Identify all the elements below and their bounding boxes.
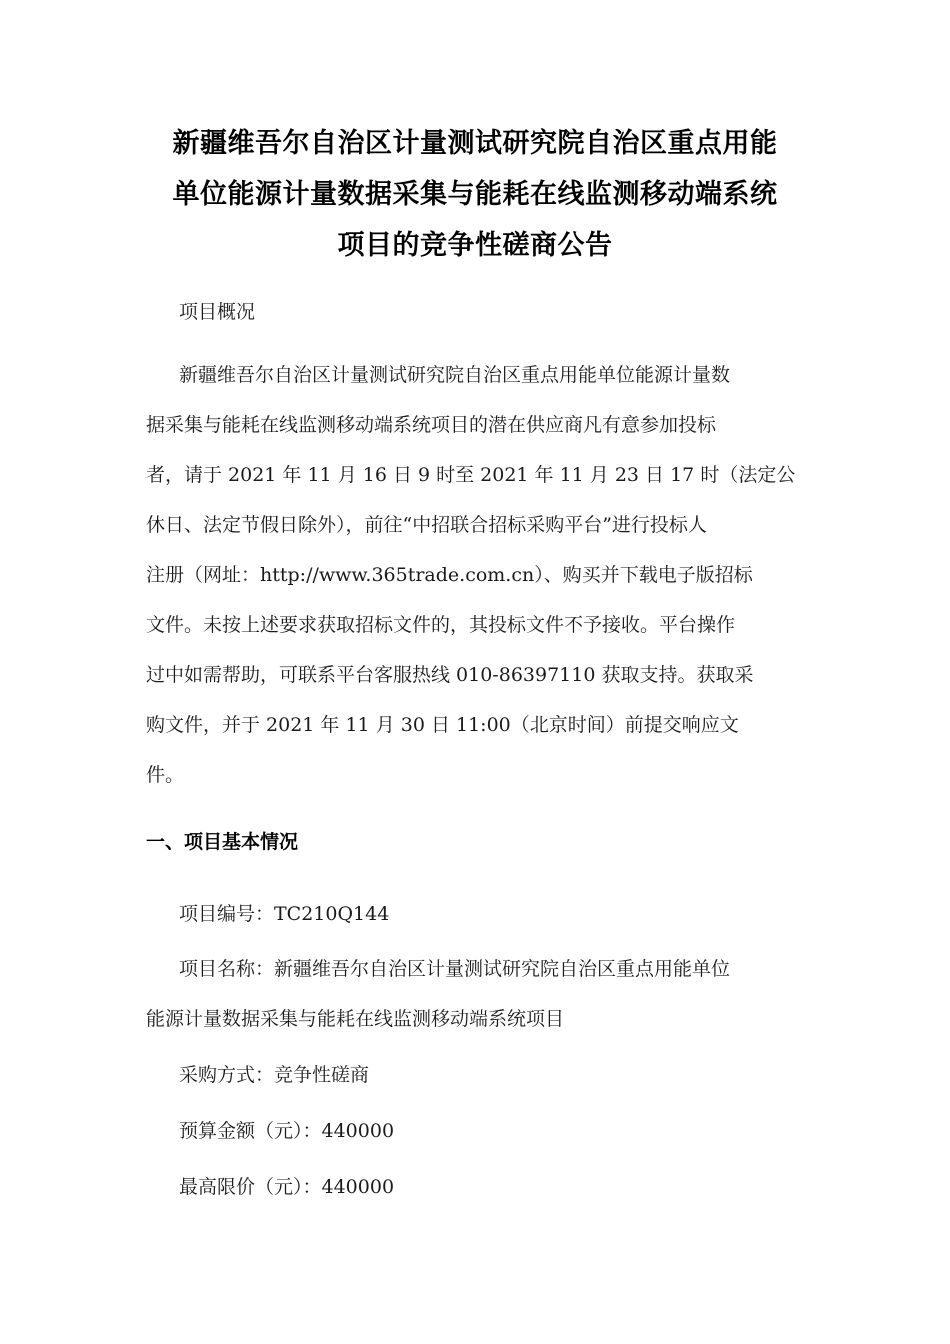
max-price-paragraph (146, 1162, 810, 1212)
project-number: 项目编号：TC210Q144 (179, 903, 390, 925)
project-number-paragraph (146, 889, 810, 939)
overview-line: 据采集与能耗在线监测移动端系统项目的潜在供应商凡有意参加投标 (146, 414, 717, 436)
section-heading: 一、项目基本情况 (146, 831, 299, 853)
overview-label-paragraph (146, 287, 810, 337)
procurement-method: 采购方式：竞争性磋商 (179, 1064, 370, 1086)
overview-label: 项目概况 (179, 301, 256, 323)
overview-line: 注册（网址：http://www.365trade.com.cn）、购买并下载电子版招标 (146, 564, 753, 586)
overview-line: 休日、法定节假日除外），前往“中招联合招标采购平台”进行投标人 (146, 514, 707, 536)
overview-line: 文件。未按上述要求获取招标文件的，其投标文件不予接收。平台操作 (146, 614, 736, 636)
overview-line: 新疆维吾尔自治区计量测试研究院自治区重点用能单位能源计量数 (179, 364, 731, 386)
title-line: 新疆维吾尔自治区计量测试研究院自治区重点用能 (172, 128, 778, 159)
overview-paragraph (146, 350, 810, 800)
max-price: 最高限价（元）：440000 (179, 1176, 395, 1198)
procurement-method-paragraph (146, 1050, 810, 1100)
title-line: 单位能源计量数据采集与能耗在线监测移动端系统 (172, 179, 778, 210)
budget-paragraph (146, 1106, 810, 1156)
overview-line: 过中如需帮助，可联系平台客服热线 010-86397110 获取支持。获取采 (146, 664, 754, 686)
project-name-line: 项目名称：新疆维吾尔自治区计量测试研究院自治区重点用能单位 (179, 958, 731, 980)
document-title (140, 118, 810, 271)
project-name-paragraph (146, 944, 810, 1044)
overview-line: 者，请于 2021 年 11 月 16 日 9 时至 2021 年 11 月 23 日 17 时（法定公 (146, 464, 796, 486)
overview-line: 件。 (146, 764, 185, 786)
overview-line: 购文件，并于 2021 年 11 月 30 日 11:00（北京时间）前提交响应文 (146, 714, 739, 736)
title-line: 项目的竞争性磋商公告 (337, 230, 613, 261)
budget-amount: 预算金额（元）：440000 (179, 1120, 395, 1142)
project-name-line: 能源计量数据采集与能耗在线监测移动端系统项目 (146, 1008, 565, 1030)
